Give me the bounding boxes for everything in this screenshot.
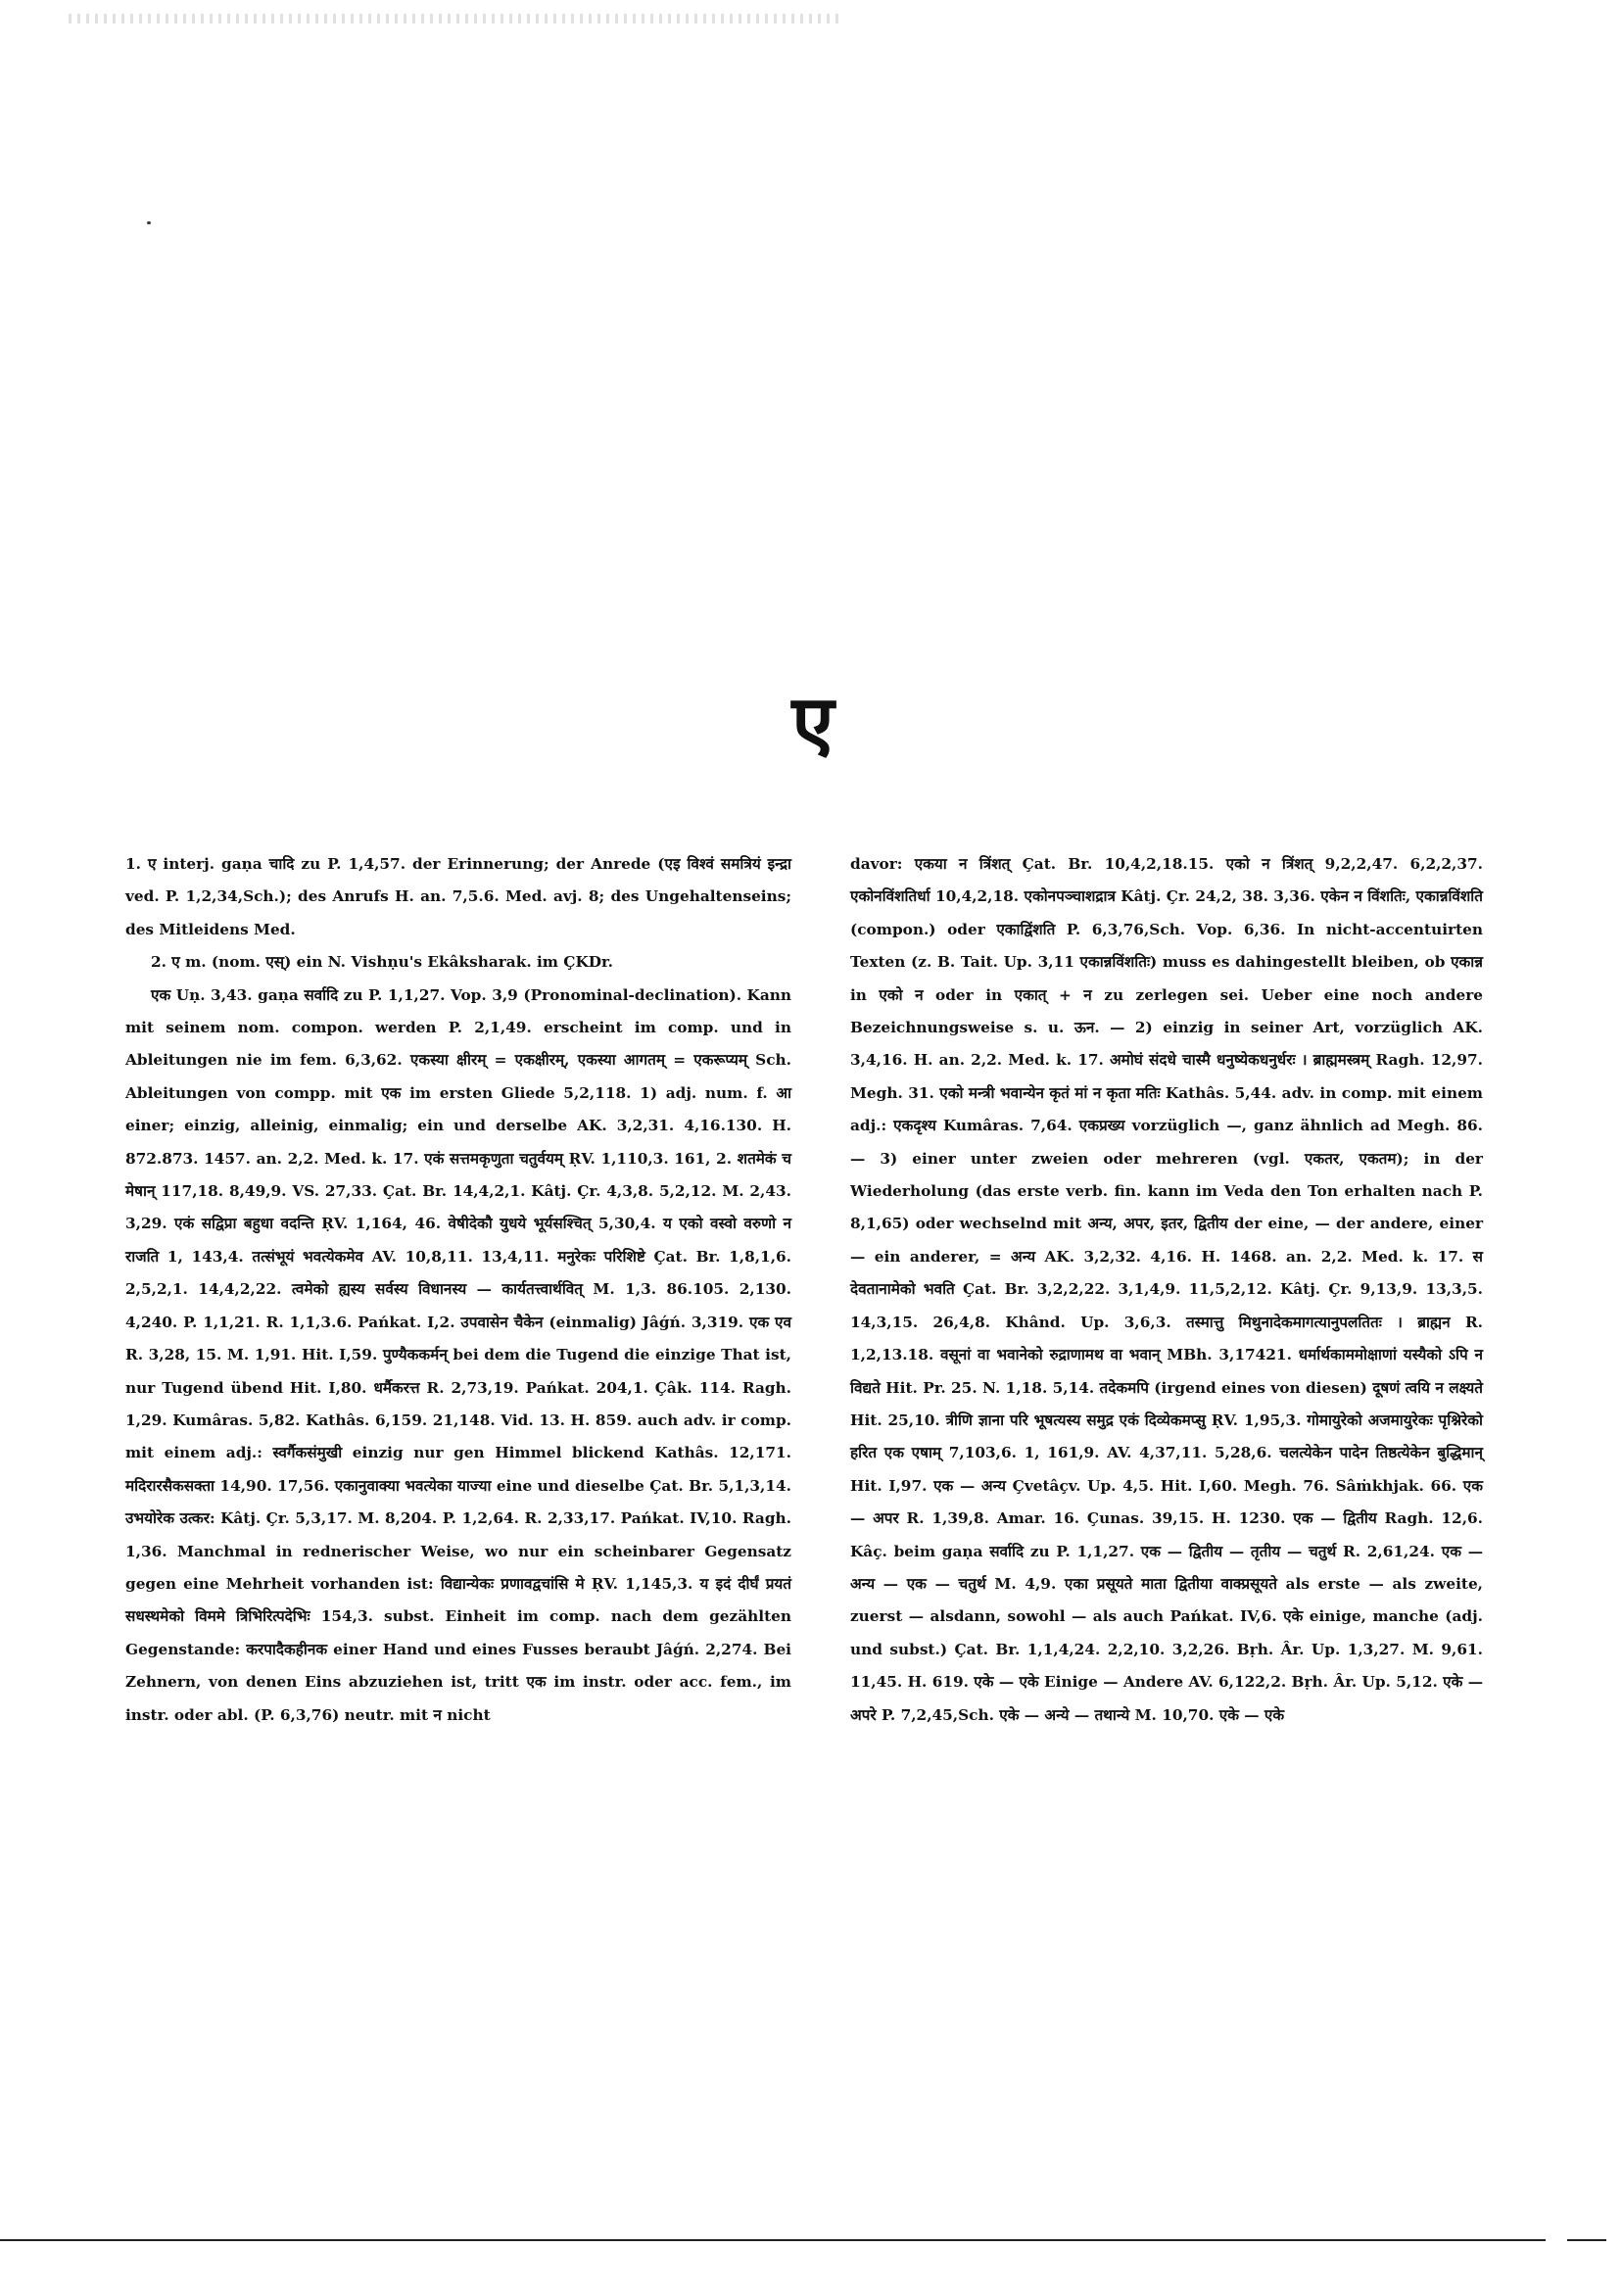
bottom-rule	[0, 2239, 1546, 2241]
right-column	[850, 848, 1483, 1732]
scan-speck	[147, 221, 151, 224]
entry-eka: एक Uṇ. 3,43. gaṇa सर्वादि zu P. 1,1,27. Vop. 3,9 (Pronominal-declination). Kann mit seinem nom. compon. werden P. 2,1,49. erscheint im comp. und in Ableitungen nie im fem. 6,3,62. एकस्या क्षीरम् = एकक्षीरम्, एकस्या आगतम् = एकरूप्यम् Sch. Ableitungen von compp. mit एक im ersten Gliede 5,2,118. 1) adj. num. f. आ einer; einzig, alleinig, einmalig; ein und derselbe AK. 3,2,31. 4,16.130. H. 872.873. 1457. an. 2,2. Med. k. 17. एकं सत्तमकृणुता चतुर्वयम् ṚV. 1,110,3. 161, 2. शतमेकं च मेषान् 117,18. 8,49,9. VS. 27,33. Çat. Br. 14,4,2,1. Kâtj. Çr. 4,3,8. 5,2,12. M. 2,43. 3,29. एकं सद्विप्रा बहुधा वदन्ति ṚV. 1,164, 46. वेषीदेकौ युधये भूर्यसश्चित् 5,30,4. य एको वस्वो वरुणो न राजति 1, 143,4. तत्संभूयं भवत्येकमेव AV. 10,8,11. 13,4,11. मनुरेकः परिशिष्टे Çat. Br. 1,8,1,6. 2,5,2,1. 14,4,2,22. त्वमेको ह्यस्य सर्वस्य विधानस्य — कार्यतत्त्वार्थवित् M. 1,3. 86.105. 2,130. 4,240. P. 1,1,21. R. 1,1,3.6. Pańkat. I,2. उपवासेन चैकेन (einmalig) Jâǵń. 3,319. एक एव R. 3,28, 15. M. 1,91. Hit. I,59. पुण्यैककर्मन् bei dem die Tugend die einzige That ist, nur Tugend übend Hit. I,80. धर्मैकरत्त R. 2,73,19. Pańkat. 204,1. Çâk. 114. Ragh. 1,29. Kumâras. 5,82. Kathâs. 6,159. 21,148. Vid. 13. H. 859. auch adv. ir comp. mit einem adj.: स्वर्गैकसंमुखी einzig nur gen Himmel blickend Kathâs. 12,171. मदिरारसैकसक्ता 14,90. 17,56. एकानुवाक्या भवत्येका याज्या eine und dieselbe Çat. Br. 5,1,3,14. उभयोरेक उत्कर: Kâtj. Çr. 5,3,17. M. 8,204. P. 1,2,64. R. 2,33,17. Pańkat. IV,10. Ragh. 1,36. Manchmal in rednerischer Weise, wo nur ein scheinbarer Gegensatz gegen eine Mehrheit vorhanden ist: विद्यान्येकः प्रणावद्वचांसि मे ṚV. 1,145,3. य इदं दीर्घं प्रयतं सधस्थमेको विममे त्रिभिरित्पदेभिः 154,3. subst. Einheit im comp. nach dem gezählten Gegenstande: करपादैकहीनक einer Hand und eines Fusses beraubt Jâǵń. 2,274. Bei Zehnern, von denen Eins abzuziehen ist, tritt एक im instr. oder acc. fem., im instr. oder abl. (P. 6,3,76) neutr. mit न nicht	[125, 985, 791, 1724]
bottom-rule-tail	[1567, 2239, 1606, 2241]
scan-edge-noise	[69, 14, 842, 24]
entry-e-masculine: 2. ए m. (nom. एस्) ein N. Vishṇu's Ekâksharak. im ÇKDr.	[151, 953, 614, 972]
left-column	[125, 848, 791, 1732]
section-letter-heading: ए	[791, 680, 835, 768]
entry-eka-continued: davor: एकया न त्रिंशत् Çat. Br. 10,4,2,18.15. एको न त्रिंशत् 9,2,2,47. 6,2,2,37. एकोनविंशतिर्धा 10,4,2,18. एकोनपञ्चाशद्रात्र Kâtj. Çr. 24,2, 38. 3,36. एकेन न विंशतिः, एकान्नविंशति (compon.) oder एकाद्विंशति P. 6,3,76,Sch. Vop. 6,36. In nicht-accentuirten Texten (z. B. Tait. Up. 3,11 एकान्नविंशतिः) muss es dahingestellt bleiben, ob एकान्न in एको न oder in एकात् + न zu zerlegen sei. Ueber eine noch andere Bezeichnungsweise s. u. ऊन. — 2) einzig in seiner Art, vorzüglich AK. 3,4,16. H. an. 2,2. Med. k. 17. अमोघं संदधे चास्मै धनुष्येकधनुर्धरः । ब्राह्ममस्त्रम् Ragh. 12,97. Megh. 31. एको मन्त्री भवान्येन कृतं मां न कृता मतिः Kathâs. 5,44. adv. in comp. mit einem adj.: एकदृश्य Kumâras. 7,64. एकप्रख्य vorzüglich —, ganz ähnlich ad Megh. 86. — 3) einer unter zweien oder mehreren (vgl. एकतर, एकतम); in der Wiederholung (das erste verb. fin. kann im Veda den Ton erhalten nach P. 8,1,65) oder wechselnd mit अन्य, अपर, इतर, द्वितीय der eine, — der andere, einer — ein anderer, = अन्य AK. 3,2,32. 4,16. H. 1468. an. 2,2. Med. k. 17. स देवतानामेको भवति Çat. Br. 3,2,2,22. 3,1,4,9. 11,5,2,12. Kâtj. Çr. 9,13,9. 13,3,5. 14,3,15. 26,4,8. Khând. Up. 3,6,3. तस्मात्तु मिथुनादेकमागत्यानुपलतितः । ब्राह्मन R. 1,2,13.18. वसूनां वा भवानेको रुद्राणामथ वा भवान् MBh. 3,17421. धर्मार्थकाममोक्षाणां यस्यैको ऽपि न विद्यते Hit. Pr. 25. N. 1,18. 5,14. तदेकमपि (irgend eines von diesen) दूषणं त्वयि न लक्ष्यते Hit. 25,10. त्रीणि ज्ञाना परि भूषत्यस्य समुद्र एकं दिव्येकमप्सु ṚV. 1,95,3. गोमायुरेको अजमायुरेकः पृश्निरेको हरित एक एषाम् 7,103,6. 1, 161,9. AV. 4,37,11. 5,28,6. चलत्येकेन पादेन तिष्ठत्येकेन बुद्धिमान् Hit. I,97. एक — अन्य Çvetâçv. Up. 4,5. Hit. I,60. Megh. 76. Sâṁkhjak. 66. एक — अपर R. 1,39,8. Amar. 16. Çunas. 39,15. H. 1230. एक — द्वितीय Ragh. 12,6. Kâç. beim gaṇa सर्वादि zu P. 1,1,27. एक — द्वितीय — तृतीय — चतुर्थ R. 2,61,24. एक — अन्य — एक — चतुर्थ M. 4,9. एका प्रसूयते माता द्वितीया वाक्प्रसूयते als erste — als zweite, zuerst — alsdann, sowohl — als auch Pańkat. IV,6. एके einige, manche (adj. und subst.) Çat. Br. 1,1,4,24. 2,2,10. 3,2,26. Bṛh. Âr. Up. 1,3,27. M. 9,61. 11,45. H. 619. एके — एके Einige — Andere AV. 6,122,2. Bṛh. Âr. Up. 5,12. एके — अपरे P. 7,2,45,Sch. एके — अन्ये — तथान्ये M. 10,70. एके — एके	[850, 855, 1483, 1724]
entry-e-interjection: 1. ए interj. gaṇa चादि zu P. 1,4,57. der Erinnerung; der Anrede (एइ विश्वं समत्रियं इन्द्रा ved. P. 1,2,34,Sch.); des Anrufs H. an. 7,5.6. Med. avj. 8; des Ungehaltenseins; des Mitleidens Med.	[125, 855, 791, 938]
